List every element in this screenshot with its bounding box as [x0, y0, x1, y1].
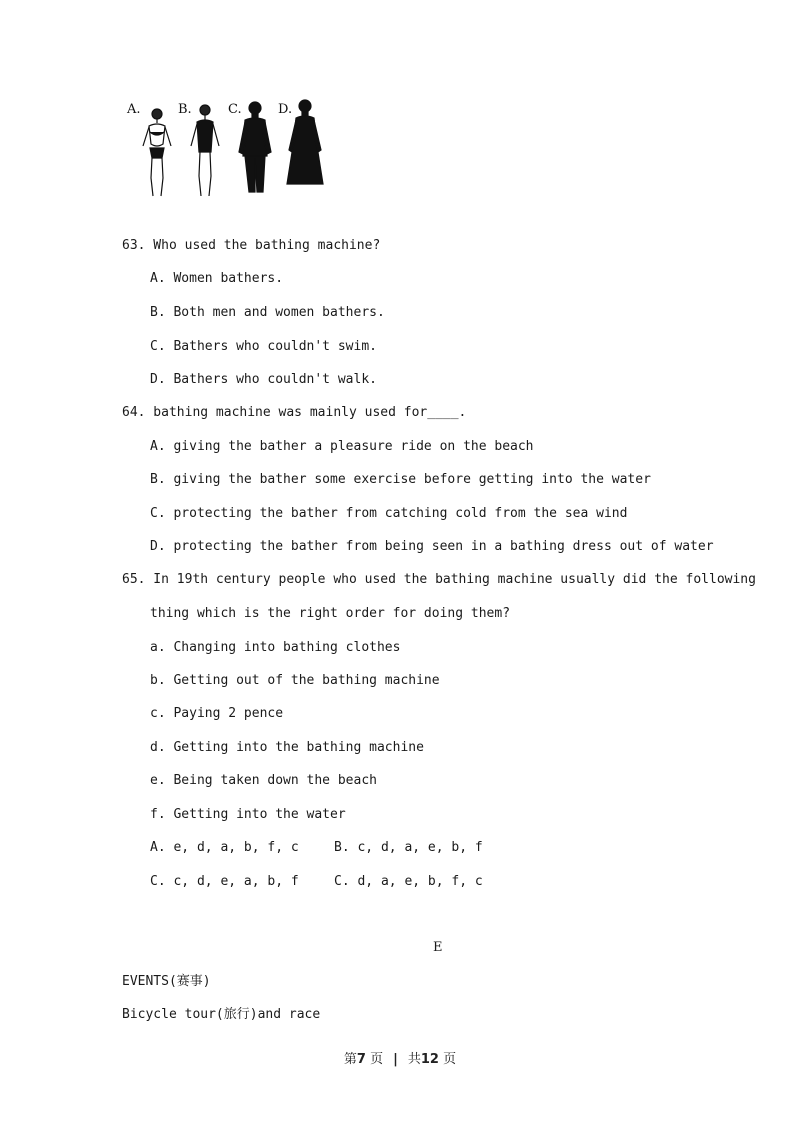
bicycle-tour-heading: Bicycle tour(旅行)and race: [122, 1007, 321, 1022]
question-65-line-2: thing which is the right order for doing them?: [150, 606, 511, 621]
q64-option-c: C. protecting the bather from catching cold from the sea wind: [150, 506, 628, 521]
q63-option-d: D. Bathers who couldn't walk.: [150, 372, 377, 387]
figure-label-c: C.: [228, 102, 242, 117]
q64-option-a: A. giving the bather a pleasure ride on the beach: [150, 439, 534, 454]
total-prefix: 共: [407, 1052, 421, 1067]
section-letter: E: [433, 940, 443, 955]
bathing-costume-figures: [125, 96, 335, 202]
q65-answer-c: C. c, d, e, a, b, f: [150, 874, 299, 889]
figure-d-bather: [287, 100, 323, 184]
q65-answer-b: B. c, d, a, e, b, f: [334, 840, 483, 855]
q65-answer-d: C. d, a, e, b, f, c: [334, 874, 483, 889]
q65-answer-a: A. e, d, a, b, f, c: [150, 840, 299, 855]
question-64: 64. bathing machine was mainly used for____.: [122, 405, 467, 420]
total-pages: 12: [420, 1052, 439, 1067]
page-suffix: 页: [370, 1052, 384, 1067]
q64-option-b: B. giving the bather some exercise before getting into the water: [150, 472, 651, 487]
page-prefix: 第: [343, 1052, 357, 1067]
total-suffix: 页: [443, 1052, 457, 1067]
q63-option-c: C. Bathers who couldn't swim.: [150, 339, 377, 354]
q64-option-d: D. protecting the bather from being seen in a bathing dress out of water: [150, 539, 714, 554]
question-63: 63. Who used the bathing machine?: [122, 238, 381, 253]
figure-a-bather: [143, 109, 171, 196]
q63-option-b: B. Both men and women bathers.: [150, 305, 385, 320]
q65-step-f: f. Getting into the water: [150, 807, 346, 822]
figure-label-b: B.: [178, 102, 192, 117]
figure-c-bather: [239, 102, 271, 192]
q65-step-d: d. Getting into the bathing machine: [150, 740, 424, 755]
page-number: 7: [356, 1052, 366, 1067]
figure-label-a: A.: [127, 102, 141, 117]
q65-step-a: a. Changing into bathing clothes: [150, 640, 401, 655]
figures-illustration: [125, 96, 335, 202]
q65-step-b: b. Getting out of the bathing machine: [150, 673, 440, 688]
events-heading: EVENTS(赛事): [122, 974, 211, 989]
figure-label-d: D.: [278, 102, 293, 117]
q63-option-a: A. Women bathers.: [150, 271, 284, 286]
question-65-line-1: 65. In 19th century people who used the bathing machine usually did the following: [122, 572, 756, 587]
page-footer: [0, 1048, 800, 1067]
q65-step-c: c. Paying 2 pence: [150, 706, 284, 721]
footer-separator: |: [393, 1052, 398, 1067]
q65-step-e: e. Being taken down the beach: [150, 773, 377, 788]
figure-b-bather: [191, 105, 219, 196]
